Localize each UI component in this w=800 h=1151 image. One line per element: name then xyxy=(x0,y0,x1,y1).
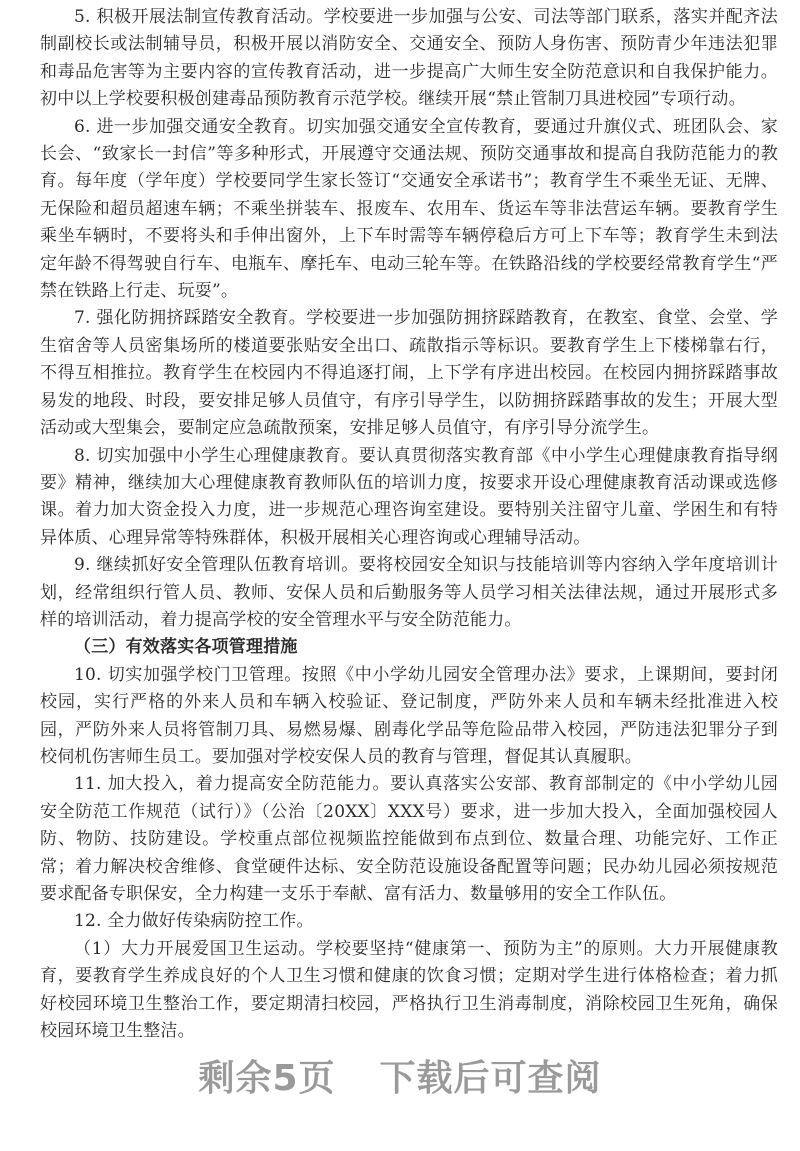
section-heading-management-measures: （三）有效落实各项管理措施 xyxy=(74,637,298,658)
remaining-pages-text: 剩余5页 xyxy=(198,1058,336,1099)
paragraph-7-crowd-safety: 7. 强化防拥挤踩踏安全教育。学校要进一步加强防拥挤踩踏教育，在教室、食堂、会堂、学生宿舍等人员密集场所的楼道要张贴安全出口、疏散指示等标识。要教育学生上下楼梯靠右行，不得互相推拉。教育学生在校园内不得追逐打闹，上下学有序进出校园。在校园内拥挤踩踏事故易发的地段、时段，要安排足够人员值守，有序引导学生，以防拥挤踩踏事故的发生；开展大型活动或大型集会，要制定应急疏散预案，安排足够人员值守，有序引导分流学生。 xyxy=(40,308,778,439)
paragraph-5-legal-education: 5. 积极开展法制宣传教育活动。学校要进一步加强与公安、司法等部门联系，落实并配齐法制副校长或法制辅导员，积极开展以消防安全、交通安全、预防人身伤害、预防青少年违法犯罪和毒品危害等为主要内容的宣传教育活动，进一步提高广大师生安全防范意识和自我保护能力。初中以上学校要积极创建毒品预防教育示范学校。继续开展“禁止管制刀具进校园”专项行动。 xyxy=(40,7,778,110)
document-body xyxy=(40,4,778,1045)
paragraph-9-staff-training: 9. 继续抓好安全管理队伍教育培训。要将校园安全知识与技能培训等内容纳入学年度培训计划，经常组织行管人员、教师、安保人员和后勤服务等人员学习相关法律法规，通过开展形式多样的培训活动，着力提高学校的安全管理水平与安全防范能力。 xyxy=(40,555,778,630)
paragraph-11-investment: 11. 加大投入，着力提高安全防范能力。要认真落实公安部、教育部制定的《中小学幼儿园安全防范工作规范（试行）》（公治〔20XX〕XXX号）要求，进一步加大投入，全面加强校园人防、物防、技防建设。学校重点部位视频监控能做到布点到位、数量合理、功能完好、工作正常；着力解决校舍维修、食堂硬件达标、安全防范设施设备配置等问题；民办幼儿园必须按规范要求配备专职保安，全力构建一支乐于奉献、富有活力、数量够用的安全工作队伍。 xyxy=(40,774,778,904)
paragraph-10-gate-management: 10. 切实加强学校门卫管理。按照《中小学幼儿园安全管理办法》要求，上课期间，要封闭校园，实行严格的外来人员和车辆入校验证、登记制度，严防外来人员和车辆未经批准进入校园，严防外来人员将管制刀具、易燃易爆、剧毒化学品等危险品带入校园，严防违法犯罪分子到校伺机伤害师生员工。要加强对学校安保人员的教育与管理，督促其认真履职。 xyxy=(40,664,778,767)
paragraph-12-1-hygiene-campaign: （1）大力开展爱国卫生运动。学校要坚持“健康第一、预防为主”的原则。大力开展健康教育，要教育学生养成良好的个人卫生习惯和健康的饮食习惯；定期对学生进行体格检查；着力抓好校园环境卫生整治工作，要定期清扫校园，严格执行卫生消毒制度，消除校园卫生死角，确保校园环境卫生整洁。 xyxy=(40,938,778,1042)
paragraph-12-disease-control: 12. 全力做好传染病防控工作。 xyxy=(74,911,314,932)
paragraph-8-mental-health: 8. 切实加强中小学生心理健康教育。要认真贯彻落实教育部《中小学生心理健康教育指导纲要》精神，继续加大心理健康教育教师队伍的培训力度，按要求开设心理健康教育活动课或选修课。着力加大资金投入力度，进一步规范心理咨询室建设。要特别关注留守儿童、学困生和有特异体质、心理异常等特殊群体，积极开展相关心理咨询或心理辅导活动。 xyxy=(40,445,778,548)
paragraph-6-traffic-safety: 6. 进一步加强交通安全教育。切实加强交通安全宣传教育，要通过升旗仪式、班团队会、家长会、“致家长一封信”等多种形式，开展遵守交通法规、预防交通事故和提高自我防范能力的教育。每年度（学年度）学校要同学生家长签订“交通安全承诺书”；教育学生不乘坐无证、无牌、无保险和超员超速车辆；不乘坐拼装车、报废车、农用车、货运车等非法营运车辆。要教育学生乘坐车辆时，不要将头和手伸出窗外，上下车时需等车辆停稳后方可上下车等；教育学生未到法定年龄不得驾驶自行车、电瓶车、摩托车、电动三轮车等。在铁路沿线的学校要经常教育学生“严禁在铁路上行走、玩耍”。 xyxy=(40,116,778,302)
download-prompt-banner[interactable] xyxy=(0,1050,800,1101)
download-hint-text: 下载后可查阅 xyxy=(379,1058,602,1099)
